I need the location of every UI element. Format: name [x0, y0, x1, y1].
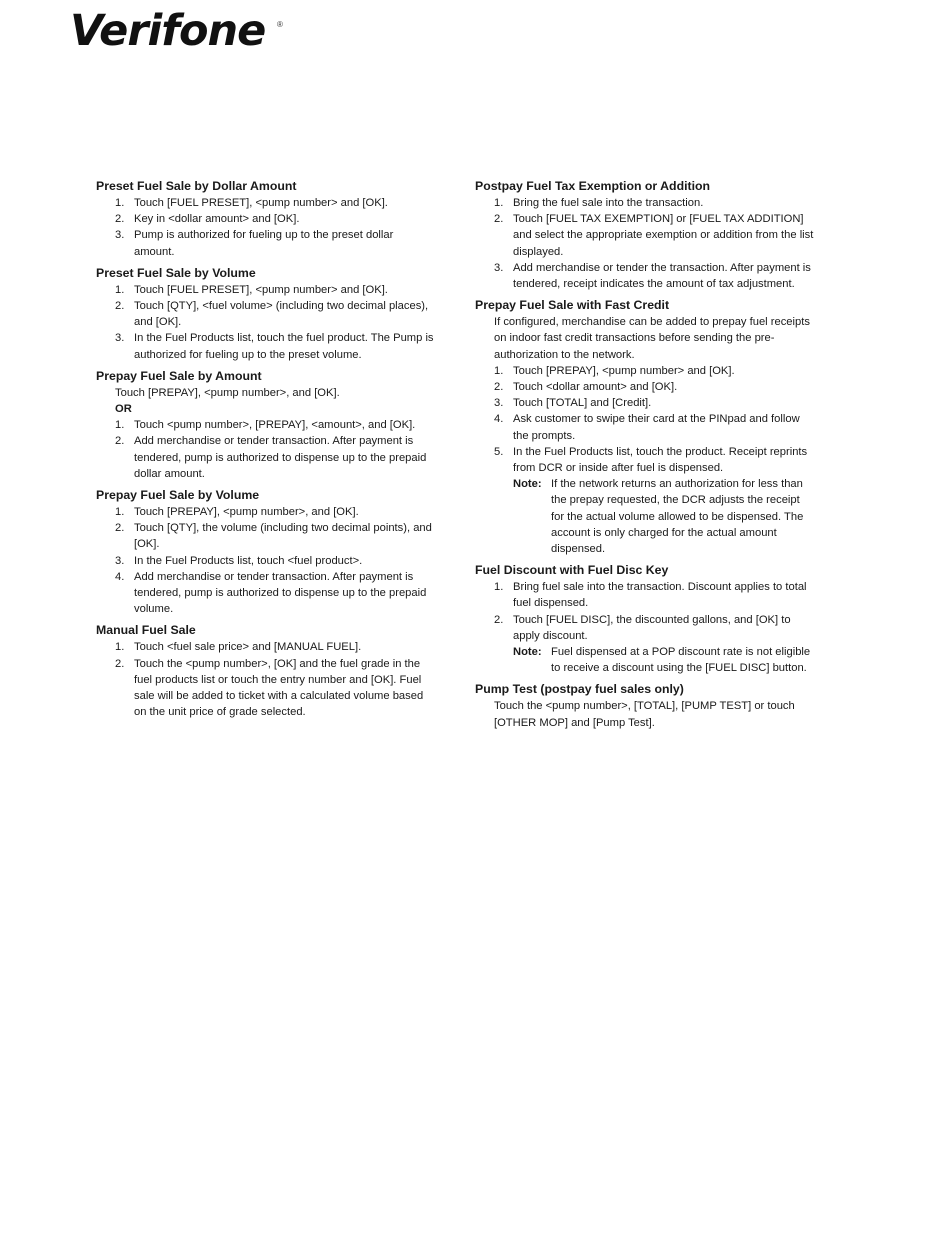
step-item [96, 639, 436, 655]
procedure-section [96, 487, 436, 617]
step-item [96, 520, 436, 552]
step-number: 2. [115, 657, 125, 670]
step-list [96, 282, 436, 363]
section-heading: Prepay Fuel Sale by Volume [96, 488, 260, 503]
step-item [475, 395, 815, 411]
section-heading: Fuel Discount with Fuel Disc Key [475, 563, 669, 578]
step-text: Touch [PREPAY], <pump number>, and [OK]. [134, 506, 359, 519]
step-text: Touch [FUEL PRESET], <pump number> and [OK]. [134, 197, 388, 209]
step-number: 3. [115, 554, 125, 567]
step-item [475, 379, 815, 395]
step-item [96, 569, 436, 618]
step-number: 2. [115, 213, 125, 226]
step-item [475, 579, 815, 611]
step-text: Touch [TOTAL] and [Credit]. [513, 397, 652, 410]
section-heading: Manual Fuel Sale [96, 623, 196, 638]
section-heading: Prepay Fuel Sale by Amount [96, 368, 262, 383]
step-number: 2. [115, 300, 125, 313]
note-text: If the network returns an authorization for less than the prepay requested, the DCR adjusts the receipt for the actual volume allowed to be dispensed. The account is only charged for the actual amount dispensed. [551, 478, 804, 556]
procedure-section [96, 265, 436, 363]
instruction-text: Touch [PREPAY], <pump number>, and [OK]. [115, 386, 340, 399]
step-number: 1. [494, 197, 504, 209]
step-number: 1. [494, 364, 504, 377]
step-text: In the Fuel Products list, touch <fuel product>. [134, 554, 363, 567]
step-item [96, 298, 436, 330]
note-block [475, 644, 815, 676]
step-number: 1. [115, 506, 125, 519]
step-number: 1. [115, 197, 125, 209]
step-number: 1. [115, 641, 125, 654]
left-column [96, 178, 436, 725]
step-item [475, 211, 815, 260]
step-item [96, 656, 436, 721]
step-text: Touch [FUEL PRESET], <pump number> and [OK]. [134, 283, 388, 296]
step-list [96, 195, 436, 260]
step-number: 3. [115, 332, 125, 345]
step-text: Add merchandise or tender transaction. After payment is tendered, pump is authorized to dispense up to the prepaid volume. [134, 570, 427, 616]
procedure-section [475, 562, 815, 676]
section-heading: Prepay Fuel Sale with Fast Credit [475, 298, 670, 313]
step-list [475, 579, 815, 644]
step-number: 3. [494, 397, 504, 410]
step-item [96, 330, 436, 362]
step-number: 2. [494, 613, 504, 626]
note-text: Fuel dispensed at a POP discount rate is not eligible to receive a discount using the [FUEL DISC] button. [551, 646, 811, 675]
right-column [475, 178, 815, 736]
step-number: 5. [494, 445, 504, 458]
procedure-section [475, 178, 815, 292]
step-text: Touch [QTY], <fuel volume> (including two decimal places), and [OK]. [134, 300, 429, 329]
step-number: 3. [494, 261, 504, 274]
step-item [96, 504, 436, 520]
verifone-logo [70, 6, 266, 56]
step-item [96, 282, 436, 298]
step-text: Touch [FUEL DISC], the discounted gallons, and [OK] to apply discount. [513, 613, 791, 642]
step-number: 3. [115, 229, 125, 242]
step-item [96, 211, 436, 227]
step-item [475, 363, 815, 379]
step-item [475, 612, 815, 644]
step-item [475, 195, 815, 211]
step-text: Key in <dollar amount> and [OK]. [134, 213, 300, 226]
step-text: In the Fuel Products list, touch the product. Receipt reprints from DCR or inside after fuel is dispensed. [513, 445, 808, 475]
step-number: 2. [115, 435, 125, 448]
procedure-section [475, 681, 815, 730]
step-number: 4. [494, 413, 504, 426]
step-item [475, 411, 815, 443]
procedure-section [475, 297, 815, 557]
step-item [96, 195, 436, 211]
step-text: Touch <fuel sale price> and [MANUAL FUEL]. [134, 641, 362, 654]
procedure-section [96, 622, 436, 720]
procedure-section [96, 368, 436, 482]
step-text: Touch [FUEL TAX EXEMPTION] or [FUEL TAX ADDITION] and select the appropriate exemption or addition from the list displayed. [513, 213, 814, 258]
step-item [96, 417, 436, 433]
section-heading: Preset Fuel Sale by Dollar Amount [96, 179, 297, 193]
instruction-text: If configured, merchandise can be added to prepay fuel receipts on indoor fast credit transactions before sending the pre-authorization to the network. [494, 316, 810, 361]
step-text: Add merchandise or tender transaction. After payment is tendered, pump is authorized to dispense up to the prepaid dollar amount. [134, 435, 427, 480]
step-number: 2. [494, 213, 504, 226]
section-heading: Postpay Fuel Tax Exemption or Addition [475, 179, 711, 193]
step-list [96, 639, 436, 720]
step-item [96, 553, 436, 569]
step-text: Add merchandise or tender the transaction. After payment is tendered, receipt indicates the amount of tax adjustment. [513, 261, 811, 291]
step-text: Touch <pump number>, [PREPAY], <amount>, and [OK]. [134, 419, 416, 432]
section-heading: Pump Test (postpay fuel sales only) [475, 682, 684, 697]
step-list [96, 417, 436, 482]
or-separator: OR [115, 403, 132, 416]
step-list [475, 363, 815, 476]
note-label: Note: [513, 478, 542, 491]
step-text: Bring the fuel sale into the transaction. [513, 197, 704, 209]
step-item [96, 433, 436, 482]
registered-mark: ® [277, 20, 283, 29]
step-number: 2. [115, 522, 125, 535]
step-text: In the Fuel Products list, touch the fuel product. The Pump is authorized for fueling up to the preset volume. [134, 332, 434, 361]
step-item [475, 260, 815, 292]
instruction-text: Touch the <pump number>, [TOTAL], [PUMP TEST] or touch [OTHER MOP] and [Pump Test]. [494, 700, 795, 729]
step-list [96, 504, 436, 617]
step-text: Touch [PREPAY], <pump number> and [OK]. [513, 364, 735, 377]
step-text: Bring fuel sale into the transaction. Discount applies to total fuel dispensed. [513, 581, 807, 610]
step-text: Touch [QTY], the volume (including two decimal points), and [OK]. [134, 522, 432, 551]
note-label: Note: [513, 646, 542, 659]
step-number: 2. [494, 381, 504, 394]
note-block [475, 476, 815, 557]
logo-wordmark: Verifone [70, 6, 266, 56]
step-text: Pump is authorized for fueling up to the preset dollar amount. [134, 229, 394, 258]
step-text: Touch <dollar amount> and [OK]. [513, 381, 678, 394]
step-text: Ask customer to swipe their card at the PINpad and follow the prompts. [513, 413, 800, 442]
step-number: 1. [115, 283, 125, 296]
procedure-section [96, 178, 436, 260]
step-list [475, 195, 815, 292]
step-number: 1. [115, 419, 125, 432]
step-text: Touch the <pump number>, [OK] and the fuel grade in the fuel products list or touch the entry number and [OK]. Fuel sale will be added to ticket with a calculated volume based on the unit price of grade selected. [134, 657, 424, 719]
step-item [475, 444, 815, 476]
step-item [96, 227, 436, 259]
step-number: 1. [494, 581, 504, 594]
step-number: 4. [115, 570, 125, 583]
section-heading: Preset Fuel Sale by Volume [96, 265, 256, 280]
